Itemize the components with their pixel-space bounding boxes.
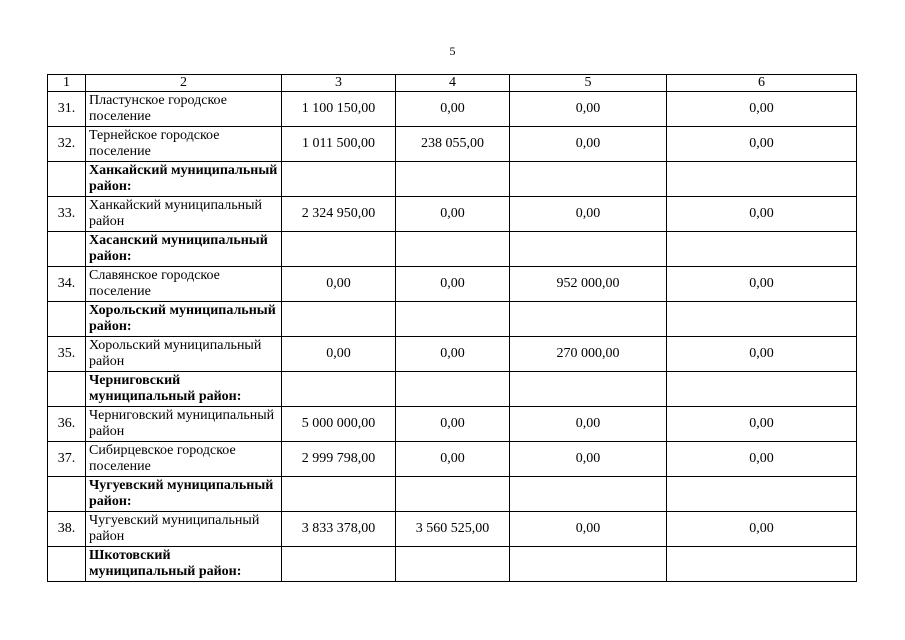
table-row [48, 407, 857, 442]
group-row [48, 477, 857, 512]
column-5-value: 0,00 [510, 92, 667, 127]
district-heading: Шкотовский муниципальный район: [86, 547, 282, 582]
value-cell [282, 302, 396, 337]
column-3-value: 2 324 950,00 [282, 197, 396, 232]
number-cell [48, 162, 86, 197]
column-3-value: 3 833 378,00 [282, 512, 396, 547]
row-number: 32. [48, 127, 86, 162]
column-5-value: 0,00 [510, 407, 667, 442]
column-3-value: 2 999 798,00 [282, 442, 396, 477]
group-row [48, 302, 857, 337]
municipality-name: Тернейское городское поселение [86, 127, 282, 162]
column-4-value: 3 560 525,00 [396, 512, 510, 547]
row-number: 35. [48, 337, 86, 372]
column-5-value: 952 000,00 [510, 267, 667, 302]
column-3-value: 0,00 [282, 267, 396, 302]
row-number: 34. [48, 267, 86, 302]
district-heading: Чугуевский муниципальный район: [86, 477, 282, 512]
table-row [48, 442, 857, 477]
value-cell [396, 232, 510, 267]
column-4-value: 0,00 [396, 92, 510, 127]
number-cell [48, 372, 86, 407]
table-row [48, 337, 857, 372]
header-cell-3: 3 [282, 75, 396, 92]
column-5-value: 270 000,00 [510, 337, 667, 372]
header-cell-2: 2 [86, 75, 282, 92]
column-6-value: 0,00 [667, 267, 857, 302]
value-cell [667, 477, 857, 512]
municipality-name: Ханкайский муниципальный район [86, 197, 282, 232]
value-cell [510, 477, 667, 512]
row-number: 37. [48, 442, 86, 477]
column-5-value: 0,00 [510, 442, 667, 477]
number-cell [48, 547, 86, 582]
column-4-value: 0,00 [396, 267, 510, 302]
table-row [48, 512, 857, 547]
header-cell-6: 6 [667, 75, 857, 92]
column-5-value: 0,00 [510, 127, 667, 162]
table-row [48, 92, 857, 127]
number-cell [48, 232, 86, 267]
table-row [48, 197, 857, 232]
value-cell [396, 302, 510, 337]
group-row [48, 232, 857, 267]
number-cell [48, 477, 86, 512]
value-cell [510, 162, 667, 197]
column-4-value: 0,00 [396, 337, 510, 372]
value-cell [510, 372, 667, 407]
value-cell [282, 232, 396, 267]
table-row [48, 127, 857, 162]
row-number: 36. [48, 407, 86, 442]
column-3-value: 1 100 150,00 [282, 92, 396, 127]
value-cell [396, 372, 510, 407]
row-number: 31. [48, 92, 86, 127]
value-cell [667, 232, 857, 267]
column-4-value: 238 055,00 [396, 127, 510, 162]
municipality-name: Сибирцевское городское поселение [86, 442, 282, 477]
municipality-name: Хорольский муниципальный район [86, 337, 282, 372]
value-cell [396, 547, 510, 582]
column-6-value: 0,00 [667, 407, 857, 442]
column-3-value: 1 011 500,00 [282, 127, 396, 162]
value-cell [282, 372, 396, 407]
row-number: 33. [48, 197, 86, 232]
value-cell [282, 477, 396, 512]
district-heading: Хасанский муниципальный район: [86, 232, 282, 267]
number-cell [48, 302, 86, 337]
value-cell [282, 547, 396, 582]
value-cell [282, 162, 396, 197]
header-row [48, 75, 857, 92]
column-5-value: 0,00 [510, 197, 667, 232]
column-6-value: 0,00 [667, 512, 857, 547]
value-cell [667, 372, 857, 407]
column-6-value: 0,00 [667, 442, 857, 477]
district-heading: Ханкайский муниципальный район: [86, 162, 282, 197]
column-4-value: 0,00 [396, 197, 510, 232]
column-4-value: 0,00 [396, 442, 510, 477]
value-cell [396, 477, 510, 512]
column-6-value: 0,00 [667, 92, 857, 127]
value-cell [396, 162, 510, 197]
district-heading: Черниговский муниципальный район: [86, 372, 282, 407]
value-cell [667, 302, 857, 337]
group-row [48, 162, 857, 197]
value-cell [510, 232, 667, 267]
column-3-value: 5 000 000,00 [282, 407, 396, 442]
budget-table [47, 74, 857, 582]
table-row [48, 267, 857, 302]
municipality-name: Славянское городское поселение [86, 267, 282, 302]
group-row [48, 372, 857, 407]
header-cell-1: 1 [48, 75, 86, 92]
header-cell-5: 5 [510, 75, 667, 92]
group-row [48, 547, 857, 582]
municipality-name: Пластунское городское поселение [86, 92, 282, 127]
district-heading: Хорольский муниципальный район: [86, 302, 282, 337]
column-4-value: 0,00 [396, 407, 510, 442]
column-6-value: 0,00 [667, 197, 857, 232]
header-cell-4: 4 [396, 75, 510, 92]
value-cell [667, 547, 857, 582]
value-cell [510, 302, 667, 337]
column-6-value: 0,00 [667, 127, 857, 162]
value-cell [510, 547, 667, 582]
page-number: 5 [449, 44, 456, 58]
municipality-name: Чугуевский муниципальный район [86, 512, 282, 547]
municipality-name: Черниговский муниципальный район [86, 407, 282, 442]
column-6-value: 0,00 [667, 337, 857, 372]
column-3-value: 0,00 [282, 337, 396, 372]
value-cell [667, 162, 857, 197]
row-number: 38. [48, 512, 86, 547]
column-5-value: 0,00 [510, 512, 667, 547]
